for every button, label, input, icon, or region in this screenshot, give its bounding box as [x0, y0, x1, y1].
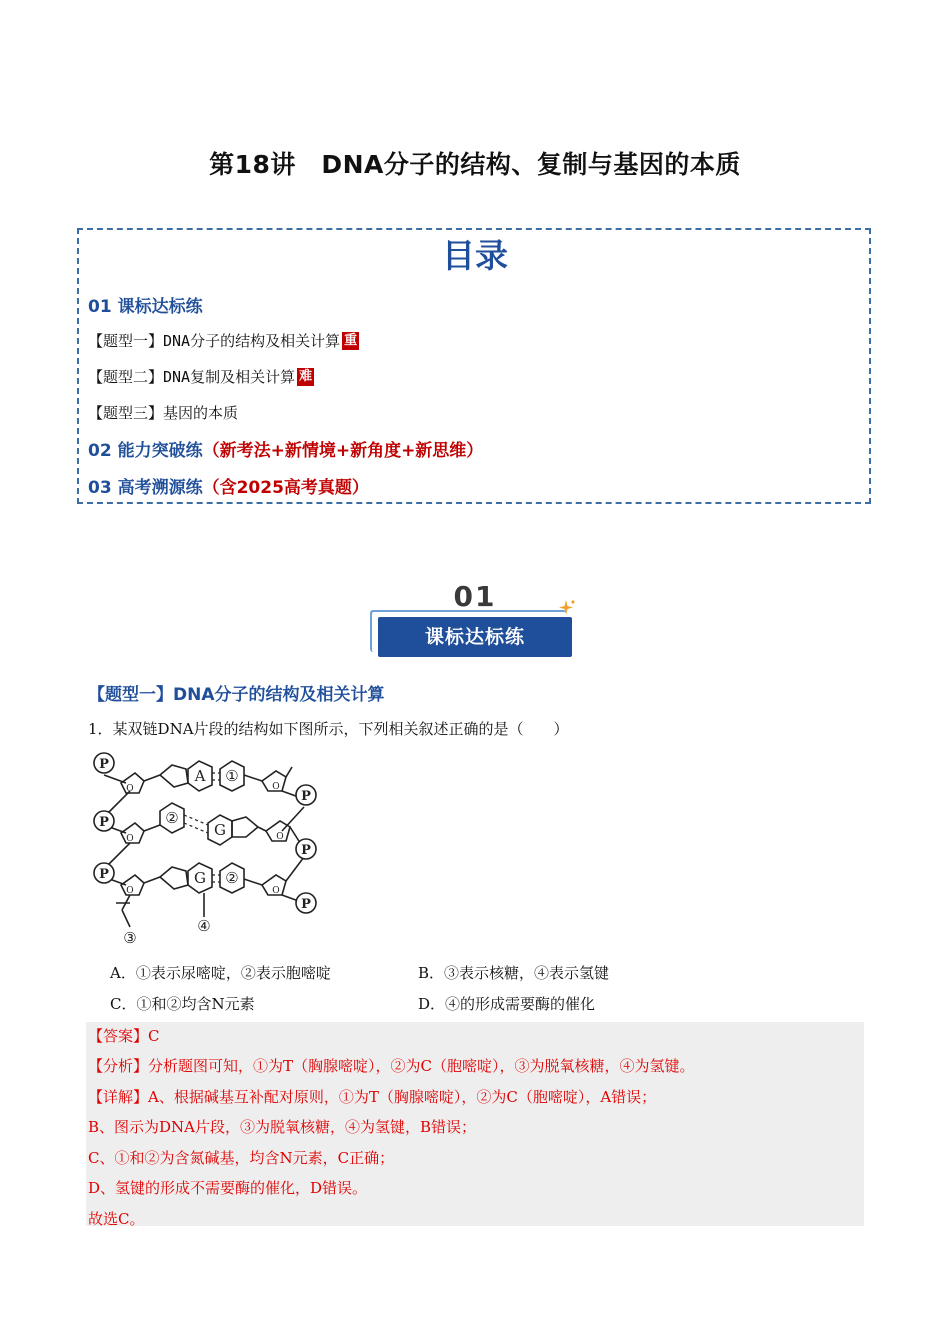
- option-b[interactable]: B．③表示核糖，④表示氢键: [418, 964, 610, 982]
- base-2-label: ②: [165, 809, 179, 827]
- toc-section-2-suffix: （新考法+新情境+新角度+新思维）: [202, 441, 484, 461]
- phosphate-label: P: [99, 757, 109, 772]
- phosphate-label: P: [301, 897, 311, 912]
- toc-item-type2[interactable]: [88, 366, 314, 387]
- sugar-oxygen-label: O: [126, 784, 134, 794]
- explanation-line: B、图示为DNA片段，③为脱氧核糖，④为氢键，B错误；: [88, 1118, 477, 1136]
- toc-section-2-prefix: 02 能力突破练: [88, 441, 203, 461]
- toc-item-type3[interactable]: [88, 402, 238, 423]
- toc-item-label: 【题型三】基因的本质: [88, 404, 239, 422]
- sugar-oxygen-label: O: [276, 832, 284, 842]
- toc-section-3-suffix: （含2025高考真题）: [202, 478, 369, 498]
- phosphate-label: P: [301, 789, 311, 804]
- option-c[interactable]: C．①和②均含N元素: [110, 995, 255, 1013]
- question-type-heading: 【题型一】DNA分子的结构及相关计算: [88, 685, 385, 705]
- toc-section-1[interactable]: 01 课标达标练: [88, 297, 203, 317]
- question-stem: 1．某双链DNA片段的结构如下图所示，下列相关叙述正确的是（ ）: [88, 720, 569, 738]
- difficult-tag: 难: [299, 368, 313, 384]
- sparkle-icon: [556, 598, 578, 618]
- important-tag: 重: [344, 332, 358, 348]
- base-g-label: G: [214, 821, 226, 839]
- dna-structure-figure: [86, 745, 326, 950]
- label-4: ④: [197, 917, 211, 935]
- explanation-line: D、氢键的形成不需要酶的催化，D错误。: [88, 1179, 368, 1197]
- toc-item-label: 【题型一】DNA分子的结构及相关计算: [88, 332, 341, 350]
- answer-line: 【答案】C: [88, 1027, 160, 1045]
- phosphate-label: P: [301, 843, 311, 858]
- base-a-label: A: [194, 767, 206, 785]
- option-d[interactable]: D．④的形成需要酶的催化: [418, 995, 596, 1013]
- phosphate-label: P: [99, 815, 109, 830]
- section-badge-label: 课标达标练: [424, 626, 525, 648]
- option-a[interactable]: A．①表示尿嘧啶，②表示胞嘧啶: [110, 964, 331, 982]
- base-1-label: ①: [225, 767, 239, 785]
- explanation-line: C、①和②为含氮碱基，均含N元素，C正确；: [88, 1149, 395, 1167]
- conclusion-line: 故选C。: [88, 1210, 145, 1228]
- toc-item-type1[interactable]: [88, 330, 359, 351]
- toc-heading: 目录: [442, 236, 508, 275]
- label-3: ③: [123, 929, 137, 947]
- base-g-label: G: [194, 869, 206, 887]
- toc-section-3-prefix: 03 高考溯源练: [88, 478, 203, 498]
- sugar-oxygen-label: O: [126, 834, 134, 844]
- explanation-line: 【详解】A、根据碱基互补配对原则，①为T（胸腺嘧啶），②为C（胞嘧啶），A错误；: [88, 1088, 657, 1106]
- section-badge-number: 01: [453, 580, 497, 613]
- page-title: 第18讲 DNA分子的结构、复制与基因的本质: [209, 150, 741, 179]
- toc-item-label: 【题型二】DNA复制及相关计算: [88, 368, 296, 386]
- toc-section-2[interactable]: [88, 436, 483, 461]
- sugar-oxygen-label: O: [272, 782, 280, 792]
- base-2-label: ②: [225, 869, 239, 887]
- toc-section-3[interactable]: [88, 473, 369, 498]
- phosphate-label: P: [99, 867, 109, 882]
- sugar-oxygen-label: O: [272, 886, 280, 896]
- sugar-oxygen-label: O: [126, 886, 134, 896]
- analysis-line: 【分析】分析题图可知，①为T（胸腺嘧啶），②为C（胞嘧啶），③为脱氧核糖，④为氢键。: [88, 1057, 695, 1075]
